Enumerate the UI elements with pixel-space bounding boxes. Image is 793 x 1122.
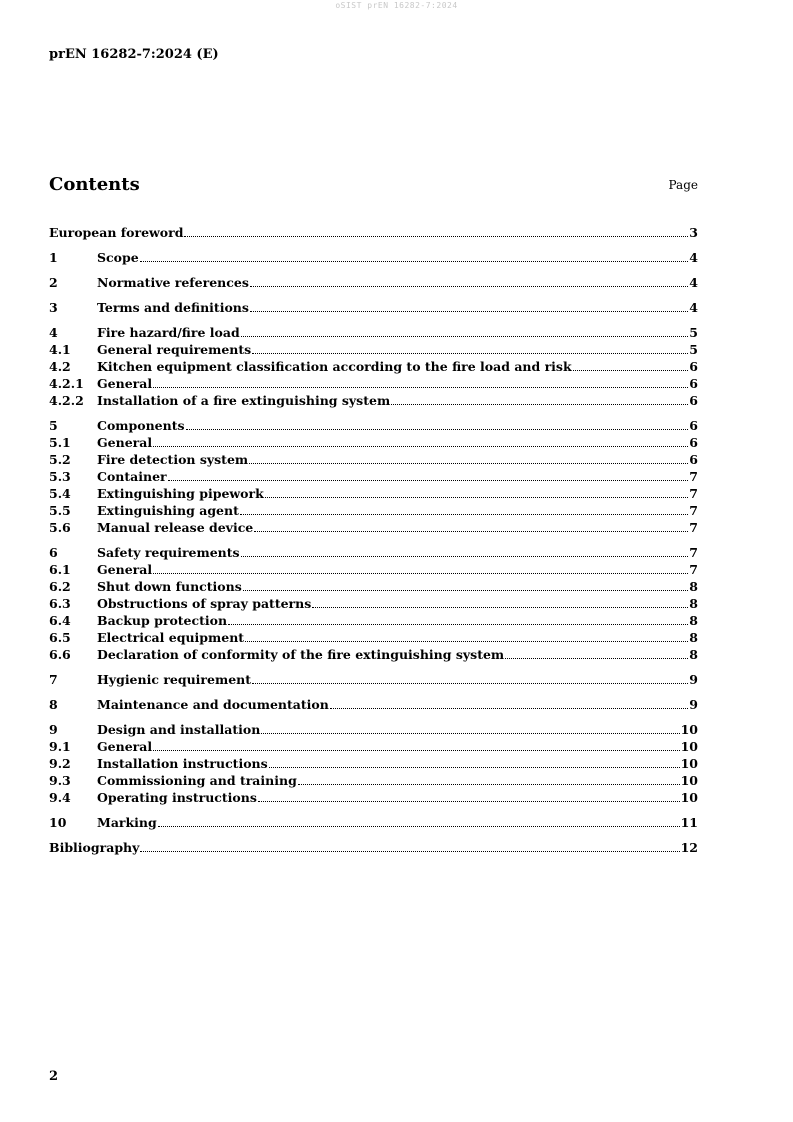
dot-leader bbox=[505, 658, 688, 659]
toc-entry-title: Manual release device bbox=[97, 520, 254, 535]
toc-entry-page: 7 bbox=[689, 469, 698, 484]
toc-entry-number: 5 bbox=[49, 418, 58, 433]
toc-entry-number: 10 bbox=[49, 815, 67, 830]
table-of-contents bbox=[49, 225, 698, 857]
toc-entry[interactable] bbox=[49, 275, 698, 292]
dot-leader bbox=[241, 336, 689, 337]
toc-entry-page: 6 bbox=[689, 393, 698, 408]
dot-leader bbox=[258, 801, 680, 802]
dot-leader bbox=[249, 463, 688, 464]
toc-entry-number: 7 bbox=[49, 672, 58, 687]
toc-entry-number: 4.1 bbox=[49, 342, 71, 357]
dot-leader bbox=[261, 733, 679, 734]
toc-entry-title: Hygienic requirement bbox=[97, 672, 252, 687]
toc-entry-number: 4 bbox=[49, 325, 58, 340]
toc-entry[interactable] bbox=[49, 300, 698, 317]
toc-entry-page: 4 bbox=[689, 275, 698, 290]
dot-leader bbox=[153, 446, 688, 447]
toc-entry-page: 9 bbox=[689, 697, 698, 712]
toc-entry-number: 9.4 bbox=[49, 790, 71, 805]
page-number: 2 bbox=[49, 1069, 59, 1084]
toc-entry-title: Extinguishing agent bbox=[97, 503, 239, 518]
toc-entry-page: 7 bbox=[689, 520, 698, 535]
toc-entry-number: 6.6 bbox=[49, 647, 71, 662]
toc-entry-number: 6.3 bbox=[49, 596, 71, 611]
toc-entry-title: Backup protection bbox=[97, 613, 228, 628]
dot-leader bbox=[573, 370, 689, 371]
toc-entry-number: 9.1 bbox=[49, 739, 71, 754]
watermark: oSIST prEN 16282-7:2024 bbox=[335, 1, 458, 10]
toc-entry-page: 8 bbox=[689, 630, 698, 645]
dot-leader bbox=[184, 236, 688, 237]
toc-entry[interactable] bbox=[49, 790, 698, 807]
toc-entry-page: 8 bbox=[689, 579, 698, 594]
dot-leader bbox=[298, 784, 680, 785]
toc-entry-title: Bibliography bbox=[49, 840, 140, 855]
toc-entry-title: General bbox=[97, 739, 153, 754]
dot-leader bbox=[330, 708, 688, 709]
toc-entry[interactable] bbox=[49, 325, 698, 342]
toc-entry-page: 7 bbox=[689, 503, 698, 518]
toc-entry-page: 8 bbox=[689, 647, 698, 662]
toc-entry[interactable] bbox=[49, 376, 698, 393]
toc-entry[interactable] bbox=[49, 697, 698, 714]
toc-entry-number: 5.5 bbox=[49, 503, 71, 518]
toc-entry-page: 7 bbox=[689, 486, 698, 501]
toc-entry-page: 6 bbox=[689, 359, 698, 374]
toc-entry[interactable] bbox=[49, 359, 698, 376]
contents-title: Contents bbox=[49, 174, 140, 195]
toc-entry-title: Kitchen equipment classification according to the fire load and risk bbox=[97, 359, 572, 374]
dot-leader bbox=[228, 624, 688, 625]
toc-entry[interactable] bbox=[49, 613, 698, 630]
toc-entry[interactable] bbox=[49, 225, 698, 242]
toc-entry[interactable] bbox=[49, 562, 698, 579]
toc-entry-number: 6 bbox=[49, 545, 58, 560]
toc-entry-number: 9.3 bbox=[49, 773, 71, 788]
toc-entry-title: European foreword bbox=[49, 225, 184, 240]
dot-leader bbox=[245, 641, 688, 642]
toc-entry-title: Operating instructions bbox=[97, 790, 257, 805]
toc-entry-title: Declaration of conformity of the fire extinguishing system bbox=[97, 647, 505, 662]
toc-entry[interactable] bbox=[49, 647, 698, 664]
toc-entry-title: Container bbox=[97, 469, 167, 484]
toc-entry-page: 5 bbox=[689, 325, 698, 340]
toc-entry-number: 6.5 bbox=[49, 630, 71, 645]
toc-entry[interactable] bbox=[49, 596, 698, 613]
toc-entry-page: 10 bbox=[680, 739, 698, 754]
page-column-label: Page bbox=[668, 178, 698, 192]
toc-entry[interactable] bbox=[49, 722, 698, 739]
toc-entry-number: 5.1 bbox=[49, 435, 71, 450]
toc-entry-title: Commissioning and training bbox=[97, 773, 297, 788]
toc-entry[interactable] bbox=[49, 739, 698, 756]
toc-entry-page: 5 bbox=[689, 342, 698, 357]
toc-entry[interactable] bbox=[49, 452, 698, 469]
dot-leader bbox=[240, 514, 688, 515]
toc-entry[interactable] bbox=[49, 486, 698, 503]
toc-entry-page: 6 bbox=[689, 418, 698, 433]
toc-entry-number: 5.4 bbox=[49, 486, 71, 501]
toc-entry-page: 9 bbox=[689, 672, 698, 687]
dot-leader bbox=[252, 353, 688, 354]
toc-entry-title: Maintenance and documentation bbox=[97, 697, 329, 712]
toc-entry-number: 1 bbox=[49, 250, 58, 265]
toc-entry-page: 7 bbox=[689, 545, 698, 560]
toc-entry-title: General requirements bbox=[97, 342, 252, 357]
toc-entry-number: 6.2 bbox=[49, 579, 71, 594]
toc-entry-title: Fire detection system bbox=[97, 452, 249, 467]
toc-entry-page: 11 bbox=[680, 815, 698, 830]
toc-entry-title: Shut down functions bbox=[97, 579, 242, 594]
dot-leader bbox=[269, 767, 680, 768]
toc-entry-page: 10 bbox=[680, 722, 698, 737]
toc-entry[interactable] bbox=[49, 815, 698, 832]
toc-entry-number: 5.3 bbox=[49, 469, 71, 484]
toc-entry[interactable] bbox=[49, 503, 698, 520]
toc-entry[interactable] bbox=[49, 579, 698, 596]
toc-entry-page: 6 bbox=[689, 435, 698, 450]
toc-entry-title: Installation of a fire extinguishing system bbox=[97, 393, 391, 408]
toc-entry-title: Fire hazard/fire load bbox=[97, 325, 240, 340]
toc-entry-page: 4 bbox=[689, 300, 698, 315]
toc-entry-title: Design and installation bbox=[97, 722, 261, 737]
toc-entry-page: 10 bbox=[680, 773, 698, 788]
toc-entry-title: Components bbox=[97, 418, 185, 433]
dot-leader bbox=[140, 261, 689, 262]
document-id: prEN 16282-7:2024 (E) bbox=[49, 47, 219, 62]
toc-entry[interactable] bbox=[49, 840, 698, 857]
toc-entry-page: 7 bbox=[689, 562, 698, 577]
toc-entry-page: 8 bbox=[689, 613, 698, 628]
toc-entry-title: Terms and definitions bbox=[97, 300, 249, 315]
dot-leader bbox=[153, 573, 688, 574]
toc-entry-title: Marking bbox=[97, 815, 157, 830]
toc-entry-title: Electrical equipment bbox=[97, 630, 245, 645]
dot-leader bbox=[153, 387, 688, 388]
dot-leader bbox=[243, 590, 689, 591]
dot-leader bbox=[168, 480, 689, 481]
dot-leader bbox=[241, 556, 689, 557]
toc-entry-title: General bbox=[97, 562, 153, 577]
toc-entry[interactable] bbox=[49, 545, 698, 562]
toc-entry-number: 9 bbox=[49, 722, 58, 737]
toc-entry[interactable] bbox=[49, 520, 698, 537]
toc-entry-page: 4 bbox=[689, 250, 698, 265]
toc-entry-title: Extinguishing pipework bbox=[97, 486, 264, 501]
dot-leader bbox=[265, 497, 689, 498]
dot-leader bbox=[186, 429, 689, 430]
toc-entry-number: 3 bbox=[49, 300, 58, 315]
toc-entry-title: General bbox=[97, 376, 153, 391]
toc-entry-title: Normative references bbox=[97, 275, 249, 290]
dot-leader bbox=[312, 607, 688, 608]
toc-entry[interactable] bbox=[49, 418, 698, 435]
toc-entry-page: 12 bbox=[680, 840, 698, 855]
toc-entry-page: 6 bbox=[689, 452, 698, 467]
dot-leader bbox=[250, 286, 688, 287]
toc-entry-title: Scope bbox=[97, 250, 139, 265]
toc-entry-page: 6 bbox=[689, 376, 698, 391]
dot-leader bbox=[250, 311, 688, 312]
dot-leader bbox=[153, 750, 679, 751]
toc-entry-number: 6.1 bbox=[49, 562, 71, 577]
toc-entry[interactable] bbox=[49, 672, 698, 689]
toc-entry-title: General bbox=[97, 435, 153, 450]
toc-entry-number: 9.2 bbox=[49, 756, 71, 771]
toc-entry-page: 10 bbox=[680, 790, 698, 805]
toc-entry[interactable] bbox=[49, 630, 698, 647]
toc-entry[interactable] bbox=[49, 773, 698, 790]
toc-entry-number: 6.4 bbox=[49, 613, 71, 628]
toc-entry-title: Installation instructions bbox=[97, 756, 268, 771]
toc-entry-number: 2 bbox=[49, 275, 58, 290]
toc-entry-page: 10 bbox=[680, 756, 698, 771]
toc-entry-number: 4.2 bbox=[49, 359, 71, 374]
toc-entry-number: 4.2.1 bbox=[49, 376, 84, 391]
dot-leader bbox=[140, 851, 679, 852]
toc-entry[interactable] bbox=[49, 393, 698, 410]
dot-leader bbox=[252, 683, 688, 684]
toc-entry-number: 5.2 bbox=[49, 452, 71, 467]
toc-entry-number: 4.2.2 bbox=[49, 393, 84, 408]
toc-entry[interactable] bbox=[49, 342, 698, 359]
toc-entry[interactable] bbox=[49, 469, 698, 486]
toc-entry-page: 3 bbox=[689, 225, 698, 240]
dot-leader bbox=[158, 826, 680, 827]
dot-leader bbox=[391, 404, 688, 405]
toc-entry[interactable] bbox=[49, 435, 698, 452]
toc-entry-number: 8 bbox=[49, 697, 58, 712]
toc-entry-title: Obstructions of spray patterns bbox=[97, 596, 312, 611]
toc-entry-number: 5.6 bbox=[49, 520, 71, 535]
dot-leader bbox=[254, 531, 688, 532]
toc-entry[interactable] bbox=[49, 756, 698, 773]
toc-entry-page: 8 bbox=[689, 596, 698, 611]
toc-entry[interactable] bbox=[49, 250, 698, 267]
toc-entry-title: Safety requirements bbox=[97, 545, 240, 560]
